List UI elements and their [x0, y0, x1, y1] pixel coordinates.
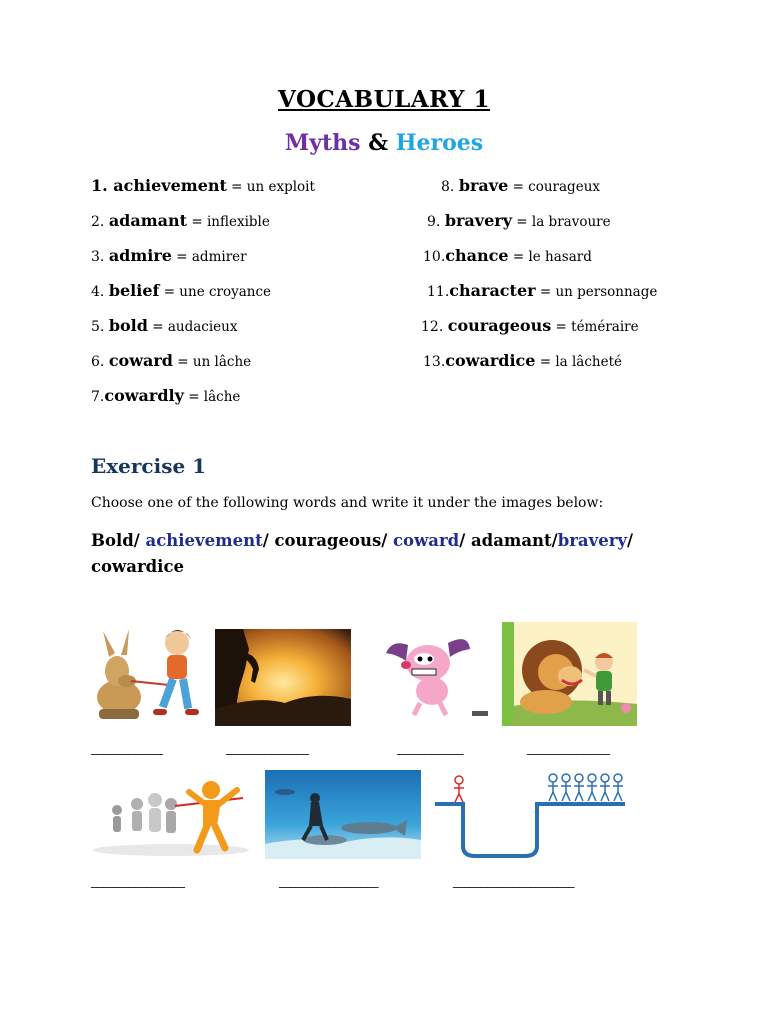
- exercise-instruction: Choose one of the following words and write it under the images below:: [91, 495, 604, 511]
- answer-blank[interactable]: _______________: [226, 741, 309, 755]
- vocab-item: 1. achievement = un exploit: [91, 176, 315, 195]
- donkey-illustration: [91, 623, 203, 726]
- subtitle-ampersand: &: [360, 130, 396, 156]
- vocab-item: 8. brave = courageux: [441, 176, 600, 195]
- answer-blank[interactable]: ____________: [397, 741, 463, 755]
- diver-with-sharks-photo: [265, 770, 421, 859]
- sunset-cliff-photo: [215, 629, 351, 726]
- word-bank-item: / adamant/: [459, 531, 558, 550]
- lion-and-boy-illustration: [502, 622, 637, 726]
- answer-blank[interactable]: _________________: [91, 874, 185, 888]
- exercise-heading: Exercise 1: [91, 454, 207, 478]
- vocab-item: 13.cowardice = la lâcheté: [423, 351, 623, 370]
- vocab-item: 3. admire = admirer: [91, 246, 247, 265]
- vocab-item: 6. coward = un lâche: [91, 351, 252, 370]
- answer-blank[interactable]: _____________: [91, 741, 163, 755]
- subtitle-myths: Myths: [284, 130, 361, 156]
- vocab-item: 4. belief = une croyance: [91, 281, 272, 300]
- word-bank-item: / courageous/: [262, 531, 394, 550]
- answer-blank[interactable]: _______________: [527, 741, 610, 755]
- answer-blank[interactable]: ______________________: [453, 874, 574, 888]
- word-bank-item: / cowardice: [91, 531, 634, 576]
- page-title: VOCABULARY 1: [278, 86, 490, 113]
- vocab-item: 5. bold = audacieux: [91, 316, 238, 335]
- alone-vs-crowd-illustration: [435, 768, 625, 859]
- vocab-item: 10.chance = le hasard: [423, 246, 592, 265]
- word-bank-item: Bold/: [91, 531, 146, 550]
- cartoon-dog-illustration: [384, 631, 492, 719]
- word-bank-item: achievement: [145, 531, 263, 550]
- vocab-item: 12. courageous = téméraire: [421, 316, 639, 335]
- race-winner-illustration: [91, 770, 251, 859]
- vocab-item: 7.cowardly = lâche: [91, 386, 241, 405]
- word-bank: [91, 528, 651, 580]
- answer-blank[interactable]: __________________: [279, 874, 378, 888]
- subtitle-heroes: Heroes: [395, 130, 484, 156]
- vocab-item: 2. adamant = inflexible: [91, 211, 270, 230]
- page-subtitle: [0, 130, 768, 156]
- word-bank-item: bravery: [557, 531, 627, 550]
- vocab-item: 9. bravery = la bravoure: [427, 211, 611, 230]
- vocab-item: 11.character = un personnage: [427, 281, 658, 300]
- word-bank-item: coward: [393, 531, 460, 550]
